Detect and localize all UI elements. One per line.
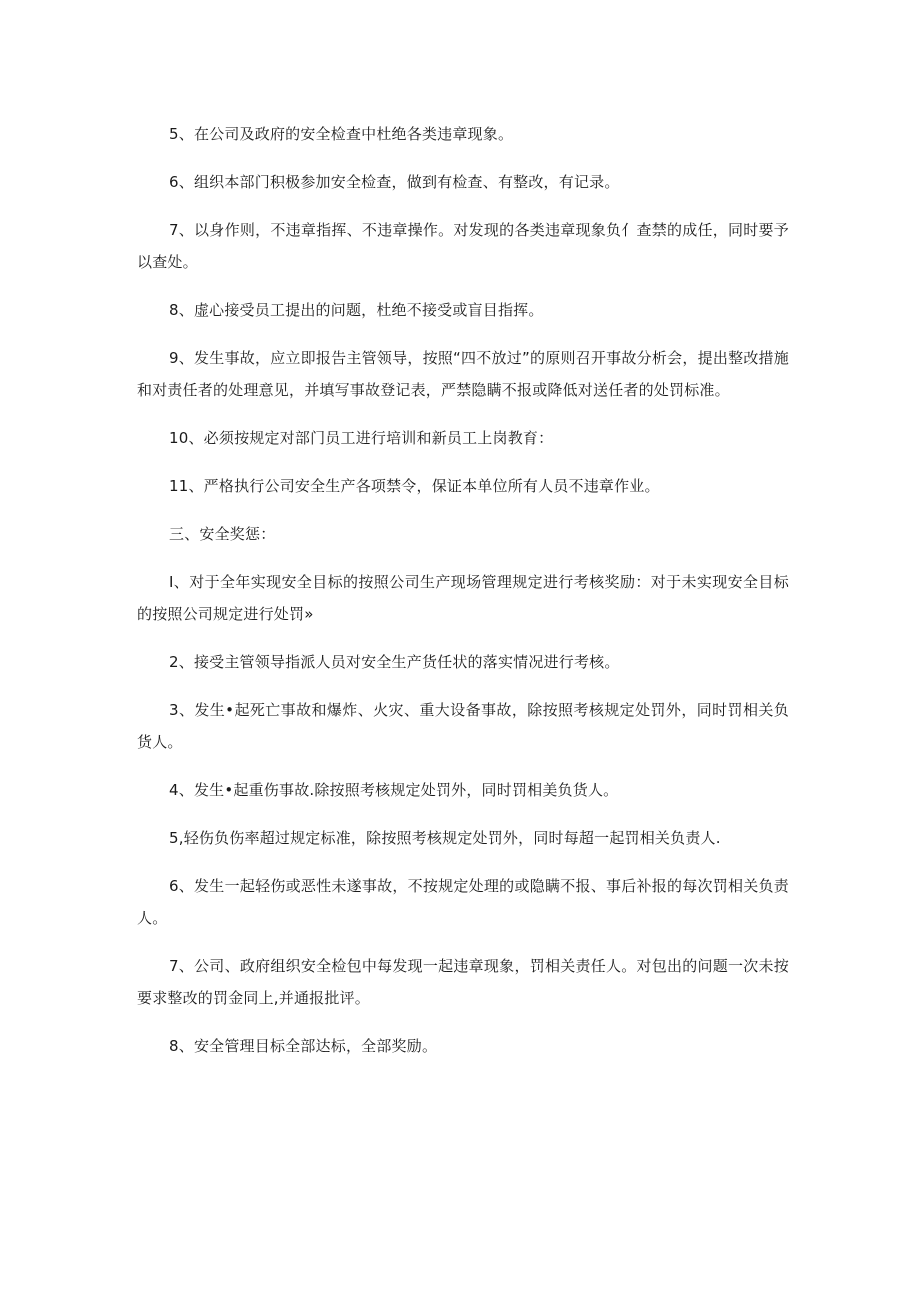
paragraph-item-8: 8、虚心接受员工提出的问题，杜绝不接受或盲目指挥。 [169,301,544,319]
section-heading-rewards-penalties: 三、安全奖惩： [169,525,276,543]
reward-item-4: 4、发生•起重伤事故.除按照考核规定处罚外，同时罚相美负货人。 [169,781,619,799]
paragraph-item-6: 6、组织本部门积极参加安全检查，做到有检查、有整改，有记录。 [169,173,620,191]
paragraph-item-7: 7、以身作则，不违章指挥、不违章操作。对发现的各类违章现象负亻查禁的成任，同时要予以查处。 [137,221,789,271]
paragraph-item-9: 9、发生事故，应立即报告主管领导，按照“四不放过”的原则召开事故分析会，提出整改措施和对责任者的处理意见，并填写事故登记表，严禁隐瞒不报或降低对送任者的处罚标准。 [137,349,789,399]
paragraph-item-5: 5、在公司及政府的安全检查中杜绝各类违章现象。 [169,125,514,143]
document-body [137,118,789,1078]
reward-item-8: 8、安全管理目标全部达标，全部奖励。 [169,1037,438,1055]
reward-item-5: 5,轻伤负伤率超过规定标准，除按照考核规定处罚外，同时每超一起罚相关负责人. [169,829,721,847]
reward-item-3: 3、发生•起死亡事故和爆炸、火灾、重大设备事故，除按照考核规定处罚外，同时罚相关负货人。 [137,701,789,751]
reward-item-7: 7、公司、政府组织安全检包中每发现一起违章现象，罚相关责任人。对包出的问题一次未按要求整改的罚金同上,并通报批评。 [137,957,789,1007]
reward-item-6: 6、发生一起轻伤或恶性未遂事故，不按规定处理的或隐瞒不报、事后补报的每次罚相关负责人。 [137,877,789,927]
paragraph-item-11: 11、严格执行公司安全生产各项禁令，保证本单位所有人员不违章作业。 [169,477,660,495]
paragraph-item-10: 10、必须按规定对部门员工进行培训和新员工上岗教育： [169,429,554,447]
reward-item-1: I、对于全年实现安全目标的按照公司生产现场管理规定进行考核奖励：对于未实现安全目标的按照公司规定进行处罚» [137,573,789,623]
reward-item-2: 2、接受主管领导指派人员对安全生产货任状的落实情况进行考核。 [169,653,620,671]
